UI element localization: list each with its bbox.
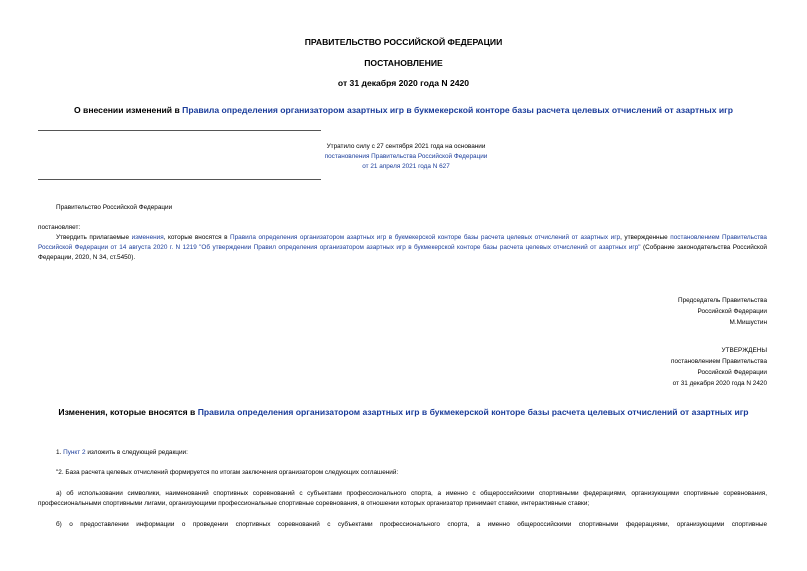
approved-line-1: УТВЕРЖДЕНЫ	[721, 347, 767, 354]
approved-block	[671, 345, 767, 389]
item-1-num: 1.	[56, 449, 64, 456]
signature-line-2: Российской Федерации	[697, 308, 767, 315]
expiry-decree-date-link[interactable]: от 21 апреля 2021 года N 627	[362, 163, 450, 170]
signature-line-3: М.Мишустин	[729, 319, 767, 326]
expiry-decree-link[interactable]: постановления Правительства Российской Федерации	[324, 153, 488, 160]
p1-text-a: Утвердить прилагаемые	[56, 234, 132, 241]
title-rules-link[interactable]: Правила определения организатором азартных игр в букмекерской конторе базы расчета целевых отчислений от азартных игр	[182, 105, 734, 115]
expiry-note	[300, 142, 512, 172]
p1-text-b: , которые вносятся в	[163, 234, 231, 241]
subparagraph-a: а) об использовании символики, наименований спортивных соревнований с субъектами профессионального спорта, а именно с общероссийскими спортивными федерациями, организующими спортивные соревнования, профессиональными спортивными лигами, организующими профессиональные спортивные соревнования, в отношении которых организатор принимает ставки, интерактивные ставки;	[38, 490, 767, 507]
signature-line-1: Председатель Правительства	[678, 297, 767, 304]
divider-bottom	[38, 179, 321, 180]
item-1-paragraph-link[interactable]: Пункт 2	[63, 449, 86, 456]
p1-text-d: (Собрание законодательства Российской Федерации, 2020, N 34, ст.5450).	[38, 243, 767, 261]
document-title	[0, 105, 807, 115]
item-1	[56, 448, 188, 458]
approved-line-4: от 31 декабря 2020 года N 2420	[672, 380, 767, 387]
resolves-text: постановляет:	[38, 224, 81, 231]
doc-type-heading: ПОСТАНОВЛЕНИЕ	[364, 58, 443, 68]
subparagraph-b: б) о предоставлении информации о проведении спортивных соревнований с субъектами профессионального спорта, а именно общероссийскими спортивными федерациями, организующими спортивные	[56, 521, 767, 528]
p1-text-c: , утвержденные	[620, 234, 671, 241]
government-text: Правительство Российской Федерации	[56, 204, 173, 211]
approved-line-3: Российской Федерации	[697, 369, 767, 376]
changes-link[interactable]: изменения	[131, 234, 164, 241]
title-prefix: О внесении изменений в	[73, 105, 183, 115]
changes-title	[0, 407, 807, 417]
rules-link[interactable]: Правила определения организатором азартных игр в букмекерской конторе базы расчета целевых отчислений от азартных игр	[230, 234, 621, 241]
signature-block	[678, 295, 767, 328]
date-number-heading: от 31 декабря 2020 года N 2420	[337, 78, 470, 88]
approved-line-2: постановлением Правительства	[671, 358, 767, 365]
divider-top	[38, 130, 321, 131]
org-heading: ПРАВИТЕЛЬСТВО РОССИЙСКОЙ ФЕДЕРАЦИИ	[304, 37, 503, 47]
resolution-paragraph	[38, 233, 767, 262]
changes-title-rules-link[interactable]: Правила определения организатором азартных игр в букмекерской конторе базы расчета целевых отчислений от азартных игр	[197, 407, 749, 417]
quoted-paragraph-2: "2. База расчета целевых отчислений формируется по итогам заключения организатором следующих соглашений:	[56, 469, 399, 476]
changes-title-prefix: Изменения, которые вносятся в	[58, 407, 198, 417]
item-1-text: изложить в следующей редакции:	[85, 449, 188, 456]
expiry-line-1: Утратило силу с 27 сентября 2021 года на основании	[326, 143, 486, 150]
decree-1219-link[interactable]: постановлением Правительства Российской Федерации от 14 августа 2020 г. N 1219 "Об утверждении Правил определения организатором азартных игр в букмекерской конторе базы расчета целевых отчислений от азартных игр"	[38, 234, 767, 251]
